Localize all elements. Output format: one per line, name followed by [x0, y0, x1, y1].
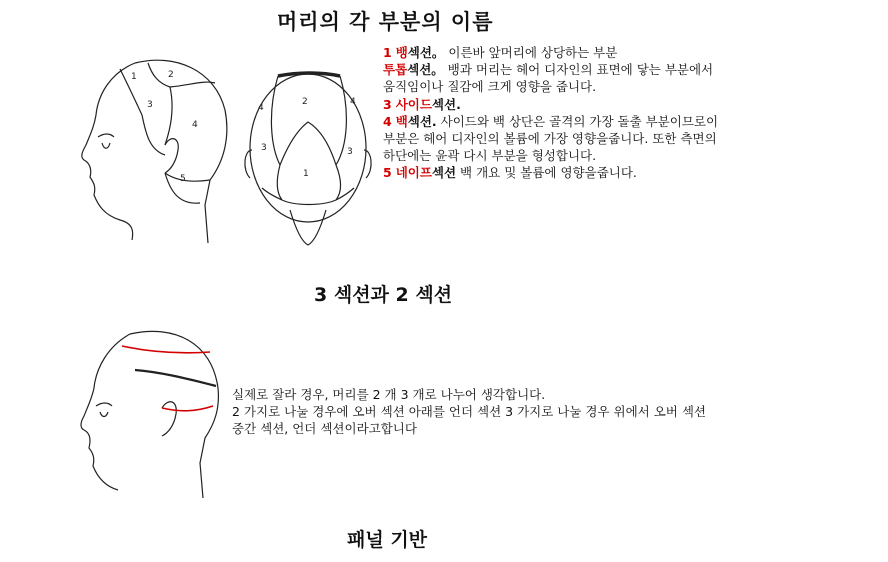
- section-item: [383, 96, 723, 113]
- side-label: 4: [192, 120, 198, 130]
- section-name: 투톱: [383, 62, 408, 78]
- paragraph-line: 2 가지로 나눌 경우에 오버 섹션 아래를 언더 섹션 3 가지로 나눌 경우 위에서 오버 섹션 중간 섹션, 언더 섹션이라고합니다: [232, 404, 706, 437]
- back-head-diagram: [240, 70, 380, 248]
- back-label: 4: [350, 97, 356, 107]
- section-head-diagram: [80, 328, 230, 500]
- section-suffix: 섹션: [431, 165, 457, 181]
- back-label: 3: [261, 143, 267, 153]
- section-name: 뱅: [395, 45, 408, 60]
- section-desc: 사이드와 백 상단은 골격의 가장 돌출 부분이므로이 부분은 헤어 디자인의 볼륨에 가장 영향을줍니다. 또한 측면의 하단에는 윤곽 다시 부분을 형성합니다.: [383, 113, 719, 164]
- side-label: 3: [147, 100, 153, 110]
- section-name: 백: [395, 113, 408, 129]
- section-desc: 뱅과 머리는 헤어 디자인의 표면에 닿는 부분에서 움직임이나 질감에 크게 영향을 줍니다.: [383, 62, 714, 95]
- section-suffix: 섹션。: [407, 45, 445, 60]
- section-item: [383, 44, 723, 61]
- section-heading-panel: 패널 기반: [347, 529, 428, 551]
- section-number: 4: [383, 113, 392, 129]
- side-label: 1: [131, 72, 137, 82]
- section-suffix: 섹션.: [431, 96, 461, 112]
- section-item: [383, 113, 723, 165]
- section-number: 1: [383, 45, 392, 60]
- section-suffix: 섹션.: [407, 113, 437, 129]
- section-name: 네이프: [395, 165, 432, 181]
- back-label: 1: [303, 169, 309, 179]
- section-division-text: [232, 386, 722, 438]
- section-descriptions: [383, 44, 723, 182]
- section-desc: 이른바 앞머리에 상당하는 부분: [444, 45, 618, 60]
- page-title: 머리의 각 부분의 이름: [277, 10, 494, 34]
- section-item: [383, 164, 723, 181]
- back-label: 4: [258, 103, 264, 113]
- section-heading-3-2: 3 섹션과 2 섹션: [314, 284, 453, 306]
- section-number: 5: [383, 165, 392, 181]
- back-label: 3: [347, 147, 353, 157]
- section-name: 사이드: [395, 96, 432, 112]
- section-suffix: 섹션。: [407, 62, 444, 78]
- section-desc: 백 개요 및 볼륨에 영향을줍니다.: [456, 165, 637, 181]
- back-label: 2: [302, 97, 308, 107]
- paragraph-line: 실제로 잘라 경우, 머리를 2 개 3 개로 나누어 생각합니다.: [232, 387, 546, 402]
- side-label: 2: [168, 70, 174, 80]
- side-head-diagram: [80, 55, 240, 245]
- side-label: 5: [180, 174, 186, 184]
- section-number: 3: [383, 96, 392, 112]
- section-item: [383, 61, 723, 95]
